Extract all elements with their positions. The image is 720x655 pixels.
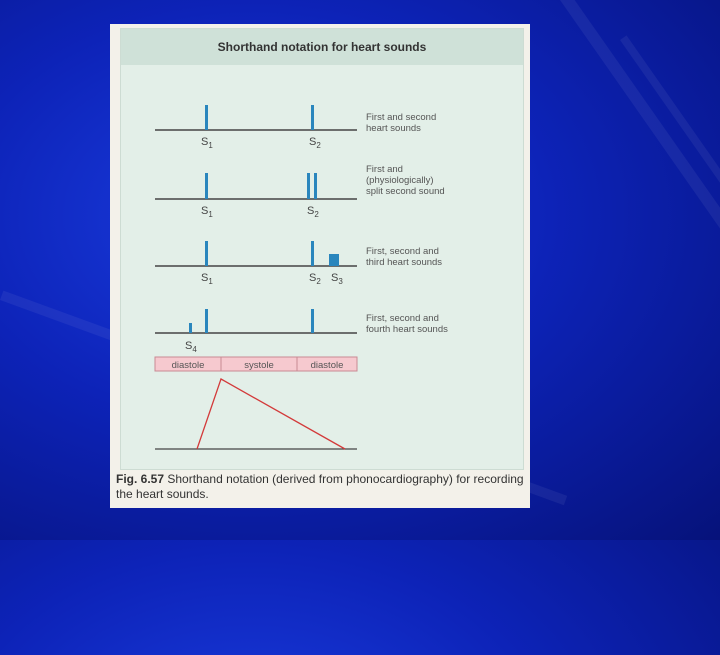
s2-split-mark-b bbox=[314, 173, 317, 199]
caption-text: Shorthand notation (derived from phonocardiography) for recording the heart sounds. bbox=[116, 472, 524, 501]
heart-sound-diagram bbox=[121, 65, 523, 469]
s2-label: $S_2$ bbox=[307, 205, 319, 219]
s4-label: $S_4$ bbox=[185, 340, 197, 354]
row-3 bbox=[155, 241, 442, 286]
cardiac-phase-bar bbox=[155, 357, 357, 371]
s2-label: $S_2$ bbox=[309, 136, 321, 150]
s1-label: $S_1$ bbox=[201, 136, 213, 150]
caption-number: Fig. 6.57 bbox=[116, 472, 165, 486]
phase-label-systole: systole bbox=[244, 360, 274, 371]
s2-mark bbox=[311, 105, 314, 130]
s3-mark bbox=[329, 254, 339, 266]
s3-label: $S_3$ bbox=[331, 272, 343, 286]
s1-mark bbox=[205, 241, 208, 266]
row-1 bbox=[155, 105, 439, 150]
row-1-description: First and second heart sounds bbox=[366, 112, 437, 134]
figure-panel bbox=[120, 28, 524, 470]
s2-split-mark-a bbox=[307, 173, 310, 199]
murmur-waveform bbox=[155, 379, 357, 449]
phase-label-diastole-left: diastole bbox=[171, 360, 205, 371]
row-2-description: First and (physiologically) split second sound bbox=[366, 164, 445, 197]
s4-mark bbox=[189, 323, 192, 333]
s2-mark bbox=[311, 241, 314, 266]
figure-title-text: Shorthand notation for heart sounds bbox=[217, 40, 427, 54]
s1-mark bbox=[205, 105, 208, 130]
s1-mark bbox=[205, 309, 208, 333]
s1-mark bbox=[205, 173, 208, 199]
waveform-line bbox=[197, 379, 345, 449]
s1-label: $S_1$ bbox=[201, 205, 213, 219]
row-2 bbox=[155, 164, 445, 219]
row-4 bbox=[155, 309, 448, 354]
s2-label: $S_2$ bbox=[309, 272, 321, 286]
s2-mark bbox=[311, 309, 314, 333]
s1-label: $S_1$ bbox=[201, 272, 213, 286]
row-4-description: First, second and fourth heart sounds bbox=[366, 313, 448, 335]
figure-title bbox=[121, 29, 523, 65]
phase-label-diastole-right: diastole bbox=[310, 360, 344, 371]
figure-caption bbox=[116, 472, 526, 502]
figure-card bbox=[110, 24, 530, 508]
row-3-description: First, second and third heart sounds bbox=[366, 246, 443, 268]
